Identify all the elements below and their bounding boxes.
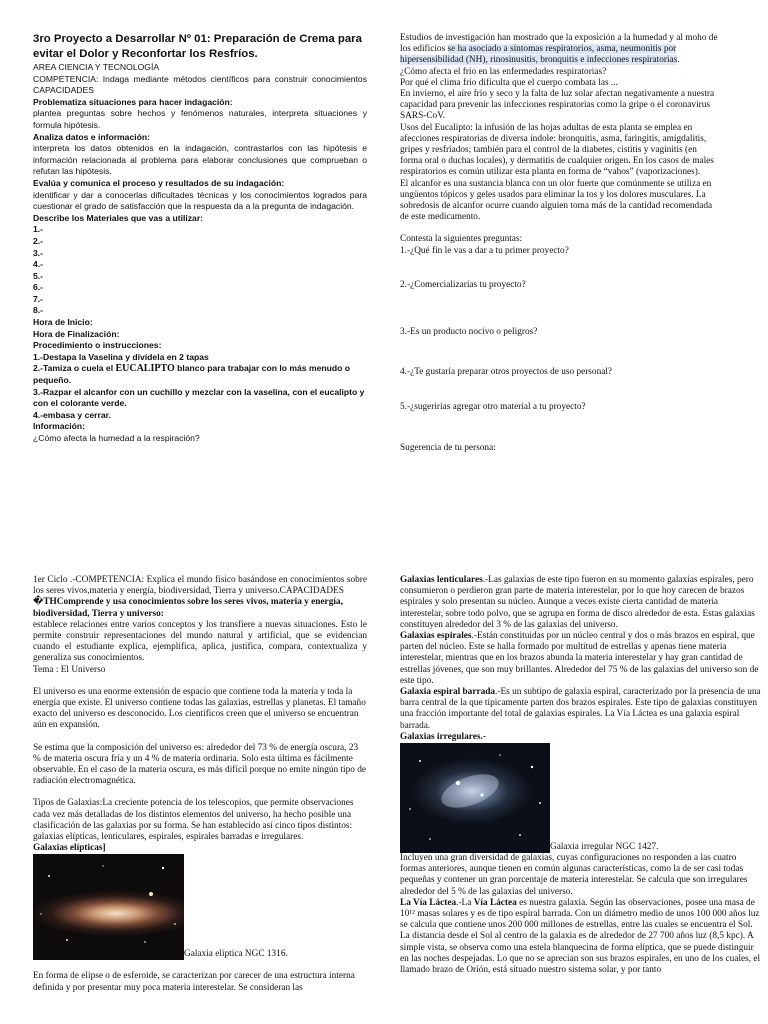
competencia-text: COMPETENCIA: Indaga mediante métodos científicos para construir conocimientos CAPACIDADES <box>33 73 367 96</box>
spacer <box>33 676 367 687</box>
irregular-heading <box>400 732 762 743</box>
question-4: 4.-¿Te gustaría preparar otros proyectos de uso personal? <box>400 367 613 378</box>
capacity-1-text: plantea preguntas sobre hechos y fenómenos naturales, interpreta situaciones y formula hipótesis. <box>33 108 367 130</box>
materials-title: Describe los Materiales que vas a utilizar: <box>33 212 204 223</box>
milky-way-name: Vía Láctea <box>473 897 517 908</box>
cold-question: ¿Cómo afecta el frío en las enfermedades respiratorias? <box>400 66 607 77</box>
capacity-3-title: Evalúa y comunica el proceso y resultados de su indagación: <box>33 177 285 188</box>
lenticular-paragraph <box>400 575 762 631</box>
humidity-intro: Estudios de investigación han mostrado que la exposición a la humedad y al moho de los edificios <box>400 33 718 55</box>
elliptical-title: Galaxias elípticas] <box>33 843 106 854</box>
galaxies-column <box>400 575 762 1024</box>
question-2: 2.-¿Comercializarías tu proyecto? <box>400 279 526 290</box>
spacer <box>33 960 367 971</box>
project-title: 3ro Proyecto a Desarrollar Nº 01: Preparación de Crema para evitar el Dolor y Reconfortar los Resfríos. <box>33 33 362 60</box>
cold-question-2: Por qué el clima frío dificulta que el cuerpo combata las ... <box>400 77 618 88</box>
materials-item: 8.- <box>33 305 44 316</box>
irregular-galaxy-stars <box>400 743 550 853</box>
step-2-start: 2.-Tamiza o cuela el <box>33 363 116 374</box>
capacity-1-title: Problematiza situaciones para hacer indagación: <box>33 96 233 107</box>
humidity-end: . <box>677 55 680 66</box>
galaxy-types-paragraph: Tipos de Galaxias:La creciente potencia de los telescopios, que permite observaciones cada vez más detalladas de los distintos elementos del universo, ha hecho posible una clasificación de las galaxias por su forma. Se han establecido así cinco tipos distintos: galaxias elípticas, lenticulares, espirales, espirales barradas e irregulares. <box>33 798 354 843</box>
spiral-title: Galaxias espirales <box>400 631 472 642</box>
area-label: AREA CIENCIA Y TECNOLOGÍA <box>33 62 160 72</box>
question-1: 1.-¿Qué fin le vas a dar a tu primer proyecto? <box>400 245 569 256</box>
spiral-paragraph <box>400 631 762 687</box>
elliptical-figure <box>33 854 367 960</box>
capacity-title: �THComprende y usa conocimientos sobre los seres vivos, materia y energía, biodiversidad, Tierra y universo: <box>33 597 343 619</box>
step-2-eucalipto: EUCALIPTO <box>115 363 175 375</box>
irregular-caption: Galaxia irregular NGC 1427. <box>550 841 659 852</box>
barred-title: Galaxia espiral barrada <box>400 687 496 698</box>
irregular-figure <box>400 743 762 853</box>
milky-way-text: es nuestra galaxia. Según las observaciones, posee una masa de 10¹² masas solares y es de tipo espiral barrada. Con un diámetro medio de unos 100 000 años luz se calcula que contiene unos 200 000 millones de estrellas, entre las cuales se encuentra el Sol. La distancia desde el Sol al centro de la galaxia es de alrededor de 27 700 años luz (8,5 kpc). A simple vista, se observa como una estela blanquecina de forma elíptica, que se puede distinguir en las noches despejadas. Lo que no se aprecian son sus brazos espirales, en uno de los cuales, el llamado brazo de Orión, está situado nuestro sistema solar, y por tanto <box>400 897 761 976</box>
elliptical-description: En forma de elipse o de esferoide, se caracterizan por carecer de una estructura interna definida y por presentar muy poca materia interestelar. Se consideran las <box>33 971 355 993</box>
suggestion-label: Sugerencia de tu persona: <box>400 442 496 453</box>
irregular-title: Galaxias irregulares <box>400 731 481 742</box>
materials-item: 5.- <box>33 270 44 281</box>
milky-way-mid: .-La <box>456 897 474 908</box>
step-1: 1.-Destapa la Vaselina y divídela en 2 tapas <box>33 351 209 362</box>
spacer <box>33 732 367 743</box>
highlighted-text: se ha asociado a síntomas respiratorios, asma, neumonitis por hipersensibilidad (NH), rinosinusitis, bronquitis e infecciones respiratorias <box>400 44 678 66</box>
project-column <box>33 32 367 552</box>
topic-label: Tema : El Universo <box>33 664 106 675</box>
capacity-text: establece relaciones entre varios conceptos y los transfiere a nuevas situaciones. Esto le permite construir representaciones del mundo natural y artificial, que se evidencian cuando el estudiante explica, ejemplifica, aplica, justifica, compara, contextualiza y generaliza sus conocimientos. <box>33 619 367 664</box>
irregular-description: Incluyen una gran diversidad de galaxias, cuyas configuraciones no responden a las cuatro formas anteriores, aunque tienen en común algunas características, como la de ser casi todas pequeñas y contener un gran porcentaje de materia interestelar. Se calcula que son irregulares alrededor del 5 % de las galaxias del universo. <box>400 853 748 897</box>
materials-item: 7.- <box>33 293 44 304</box>
barred-paragraph <box>400 687 762 732</box>
procedure-title: Procedimiento o instrucciones: <box>33 340 162 351</box>
question-3: 3.-Es un producto nocivo o peligros? <box>400 327 538 338</box>
step-4: 4.-embasa y cerrar. <box>33 409 111 420</box>
universe-paragraph-1: El universo es una enorme extensión de espacio que contiene toda la materia y toda la energía que existe. El universo contiene todas las galaxias, estrellas y planetas. El tamaño exacto del universo es desconocido. Los científicos creen que el universo se encuentran aún en expansión. <box>33 686 366 731</box>
materials-item: 1.- <box>33 224 44 235</box>
spacer <box>400 223 718 234</box>
humidity-question: ¿Cómo afecta la humedad a la respiración? <box>33 433 200 443</box>
lenticular-title: Galaxias lenticulares <box>400 575 483 585</box>
start-time-label: Hora de Inicio: <box>33 317 93 328</box>
irregular-title-suffix: .- <box>480 731 486 742</box>
milky-way-paragraph <box>400 898 762 976</box>
step-2 <box>33 363 367 386</box>
elliptical-galaxy-stars <box>33 854 184 960</box>
info-column <box>400 33 718 553</box>
barred-text: .-Es un subtipo de galaxia espiral, caracterizado por la presencia de una barra central de la que típicamente parten dos brazos espirales. Este tipo de galaxias constituyen una fracción importante del total de galaxias espirales. La Vía Láctea es una galaxia espiral barrada. <box>400 687 761 731</box>
universe-paragraph-2: Se estima que la composición del universo es: alrededor del 73 % de energía oscura, 23 % de materia oscura fría y un 4 % de materia ordinaria. Solo esta última es fácilmente observable. En el caso de la materia oscura, es más difícil porque no emite ningún tipo de radiación electromagnética. <box>33 742 367 787</box>
spiral-text: .-Están constituidas por un núcleo central y dos o más brazos en espiral, que parten del núcleo. Este se halla formado por multitud de estrellas y apenas tiene materia interestelar, mientras que en los brazos abunda la materia interestelar y hay gran cantidad de estrellas jóvenes, que son muy brillantes. Alrededor del 75 % de las galaxias del universo son de este tipo. <box>400 631 759 686</box>
spacer <box>33 787 367 798</box>
lenticular-text: .-Las galaxias de este tipo fueron en su momento galaxias espirales, pero consumieron o perdieron gran parte de materia interestelar, por lo que hoy carecen de brazos espirales y solo presentan su núcleo. Aunque a veces existe cierta cantidad de materia interestelar, sobre todo polvo, que se agrupa en forma de disco alrededor de esta. Estas galaxias constituyen alrededor del 3 % de las galaxias del universo. <box>400 575 755 630</box>
end-time-label: Hora de Finalización: <box>33 328 120 339</box>
elliptical-caption: Galaxia elíptica NGC 1316. <box>184 949 288 960</box>
humidity-paragraph <box>400 33 718 67</box>
answer-instructions: Contesta la siguientes preguntas: <box>400 234 523 245</box>
materials-item: 3.- <box>33 247 44 258</box>
eucalyptus-paragraph: Usos del Eucalipto: la infusión de las hojas adultas de esta planta se emplea en afecciones respiratorias de diversa índole: bronquitis, asma, faringitis, amigdalitis, gripes y resfriados; también para el control de la diabetes, cistitis y vaginitis (en forma oral o duchas locales), y dermatitis de cualquier origen. En los casos de males respiratorios es común utilizar esta planta en forma de “vahos” (vaporizaciones). <box>400 122 714 178</box>
materials-item: 4.- <box>33 259 44 270</box>
information-title: Información: <box>33 421 86 432</box>
winter-paragraph: En invierno, el aire frío y seco y la falta de luz solar afectan negativamente a nuestra capacidad para prevenir las infecciones respiratorias como la gripe o el coronavirus SARS-CoV. <box>400 89 715 122</box>
step-3: 3.-Razpar el alcanfor con un cuchillo y mezclar con la vaselina, con el eucalipto y con el colorante verde. <box>33 386 365 409</box>
irregular-galaxy-image <box>400 743 550 853</box>
elliptical-galaxy-image <box>33 854 184 960</box>
universe-column <box>33 575 367 1024</box>
ciclo-paragraph: 1er Ciclo .-COMPETENCIA: Explica el mundo físico basándose en conocimientos sobre los seres vivos,materia y energía, biodiversidad, Tierra y universo.CAPACIDADES <box>33 575 367 597</box>
camphor-paragraph: El alcanfor es una sustancia blanca con un olor fuerte que comúnmente se utiliza en ungüentos tópicos y geles usados para eliminar la tos y los dolores musculares. La sobredosis de alcanfor ocurre cuando alguien toma más de la cantidad recomendada de este medicamento. <box>400 178 713 223</box>
milky-way-title: La Vía Láctea <box>400 897 457 908</box>
step-2-end: blanco para trabajar con lo más menudo o pequeño. <box>33 363 351 386</box>
capacity-2-title: Analiza datos e información: <box>33 131 150 142</box>
page-bottom <box>0 566 768 1024</box>
materials-item: 2.- <box>33 235 44 246</box>
capacity-3-text: identificar y dar a conocerlas dificultades técnicas y los conocimientos logrados para cuestionar el grado de satisfacción que la respuesta da a la pregunta de indagación. <box>33 189 367 212</box>
question-5: 5.-¿sugerirías agregar otro material a tu proyecto? <box>400 402 586 413</box>
materials-item: 6.- <box>33 282 44 293</box>
capacity-2-text: interpreta los datos obtenidos en la indagación, contrastarlos con las hipótesis e información relacionada al problema para elaborar conclusiones que comprueban o refutan las hipótesis. <box>33 143 367 177</box>
